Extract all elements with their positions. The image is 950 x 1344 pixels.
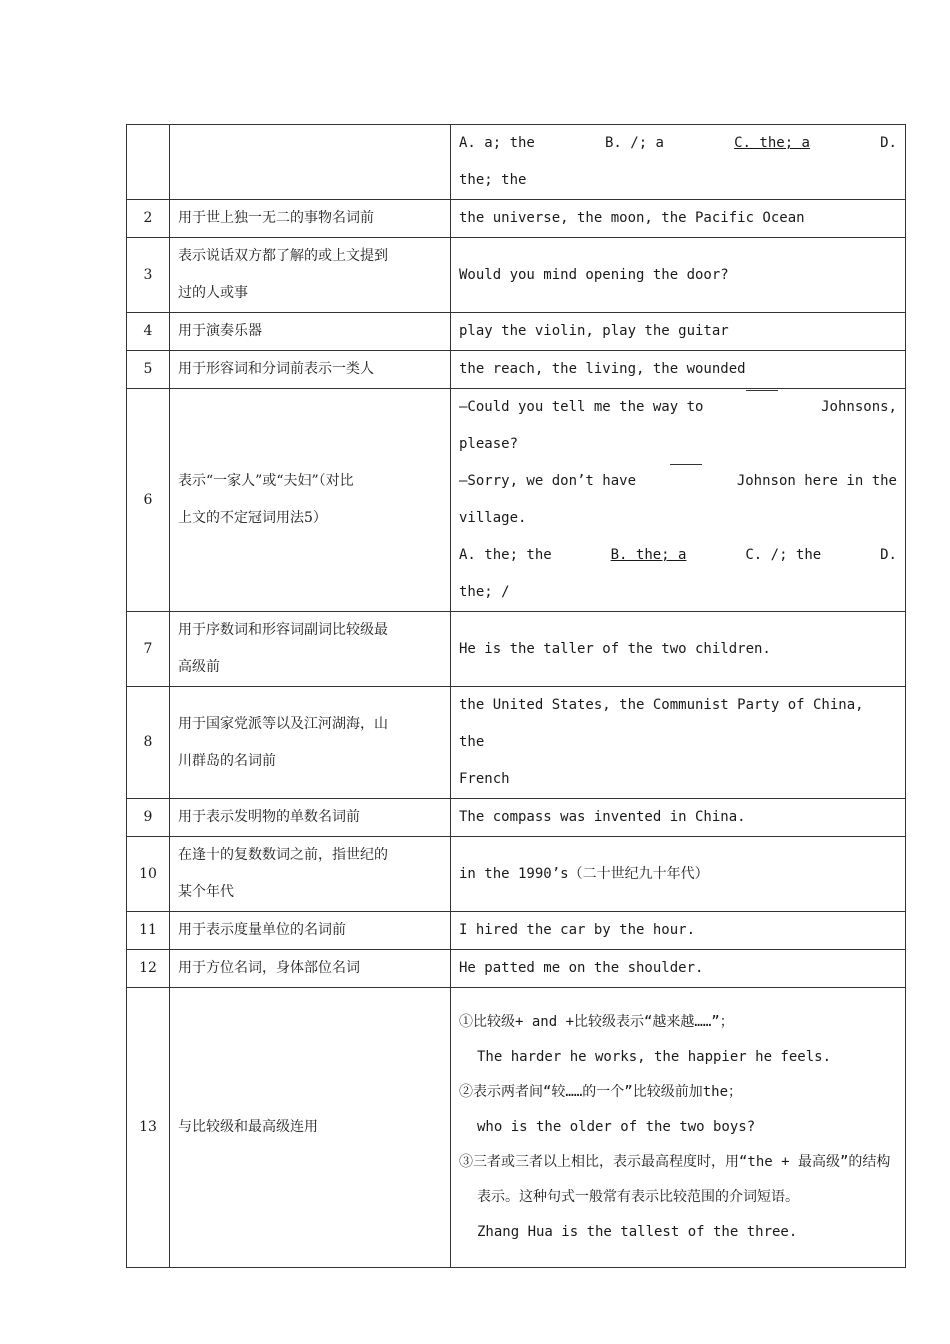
row-number: 11 <box>127 912 170 950</box>
example-cell <box>451 125 906 200</box>
usage-cell: 与比较级和最高级连用 <box>170 988 451 1268</box>
table-row <box>127 687 906 799</box>
table-row <box>127 988 906 1268</box>
example-cell: I hired the car by the hour. <box>451 912 906 950</box>
answer-blank <box>670 463 702 465</box>
option-d: D. <box>880 135 897 151</box>
question-text: village. <box>459 510 527 526</box>
example-cell: the universe, the moon, the Pacific Ocean <box>451 200 906 238</box>
usage-cell <box>170 238 451 313</box>
table-row <box>127 912 906 950</box>
row-number: 9 <box>127 799 170 837</box>
usage-line: 过的人或事 <box>178 285 248 301</box>
option-b: B. /; a <box>604 135 664 151</box>
question-text: Johnson here in the <box>736 473 897 489</box>
usage-cell: 用于表示度量单位的名词前 <box>170 912 451 950</box>
rule-text: ②表示两者间“较……的一个”比较级前加the； <box>459 1084 742 1100</box>
usage-cell: 用于世上独一无二的事物名词前 <box>170 200 451 238</box>
usage-cell: 用于方位名词，身体部位名词 <box>170 950 451 988</box>
table-row <box>127 799 906 837</box>
table-row <box>127 200 906 238</box>
question-line <box>459 389 897 426</box>
usage-line: 在逢十的复数数词之前，指世纪的 <box>178 847 388 863</box>
rule-text: ①比较级+ and +比较级表示“越来越……”； <box>459 1014 734 1030</box>
row-number: 3 <box>127 238 170 313</box>
usage-cell <box>170 687 451 799</box>
usage-line: 上文的不定冠词用法5） <box>178 510 327 526</box>
usage-line: 用于国家党派等以及江河湖海，山 <box>178 715 388 732</box>
table-row <box>127 837 906 912</box>
example-cell: The compass was invented in China. <box>451 799 906 837</box>
table-row <box>127 612 906 687</box>
usage-cell <box>170 389 451 612</box>
option-a: A. the; the <box>459 547 552 563</box>
usage-cell <box>170 612 451 687</box>
row-number: 8 <box>127 687 170 799</box>
usage-line: 表示“一家人”或“夫妇”（对比 <box>178 473 354 489</box>
question-line <box>459 463 897 500</box>
example-line: French <box>459 771 510 787</box>
example-sentence: Zhang Hua is the tallest of the three. <box>477 1224 798 1240</box>
usage-line: 高级前 <box>178 659 220 675</box>
question-text: please? <box>459 436 519 452</box>
table-row <box>127 125 906 200</box>
usage-cell <box>170 125 451 200</box>
answer-options <box>459 537 897 574</box>
row-number: 7 <box>127 612 170 687</box>
usage-line: 表示说话双方都了解的或上文提到 <box>178 248 388 264</box>
example-cell: Would you mind opening the door? <box>451 238 906 313</box>
usage-line: 某个年代 <box>178 884 234 900</box>
table-row <box>127 950 906 988</box>
option-a: A. a; the <box>459 135 535 151</box>
example-cell: He is the taller of the two children. <box>451 612 906 687</box>
example-cell: play the violin, play the guitar <box>451 313 906 351</box>
table-row <box>127 389 906 612</box>
usage-line: 川群岛的名词前 <box>178 752 276 769</box>
row-number: 6 <box>127 389 170 612</box>
table-row <box>127 238 906 313</box>
usage-cell: 用于表示发明物的单数名词前 <box>170 799 451 837</box>
option-c-correct: C. the; a <box>734 135 810 151</box>
row-number: 4 <box>127 313 170 351</box>
table-row <box>127 313 906 351</box>
usage-cell: 用于形容词和分词前表示一类人 <box>170 351 451 389</box>
table-row <box>127 351 906 389</box>
rule-text: ③三者或三者以上相比，表示最高程度时，用“the + 最高级”的结构表示。这种句式一般常有表示比较范围的介词短语。 <box>459 1154 891 1205</box>
example-sentence: The harder he works, the happier he feels. <box>477 1049 832 1065</box>
row-number: 10 <box>127 837 170 912</box>
row-number: 5 <box>127 351 170 389</box>
example-sentence: who is the older of the two boys? <box>477 1119 756 1135</box>
option-c: C. /; the <box>745 547 822 563</box>
example-line: the United States, the Communist Party of China, the <box>459 697 864 750</box>
answer-blank <box>746 389 778 391</box>
row-number: 2 <box>127 200 170 238</box>
example-cell: in the 1990’s（二十世纪九十年代） <box>451 837 906 912</box>
row-number: 12 <box>127 950 170 988</box>
example-cell <box>451 988 906 1268</box>
option-b-correct: B. the; a <box>610 547 687 563</box>
grammar-table <box>126 124 906 1268</box>
row-number: 13 <box>127 988 170 1268</box>
usage-cell: 用于演奏乐器 <box>170 313 451 351</box>
question-text: Johnsons, <box>821 399 897 415</box>
usage-line: 用于序数词和形容词副词比较级最 <box>178 622 388 638</box>
answer-options <box>459 125 897 162</box>
option-d-text: the; / <box>459 584 510 600</box>
question-text: —Could you tell me the way to <box>459 399 704 415</box>
example-cell: the reach, the living, the wounded <box>451 351 906 389</box>
option-d-text: the; the <box>459 172 527 188</box>
example-cell <box>451 687 906 799</box>
example-cell <box>451 389 906 612</box>
usage-cell <box>170 837 451 912</box>
example-cell: He patted me on the shoulder. <box>451 950 906 988</box>
option-d: D. <box>880 547 897 563</box>
row-number <box>127 125 170 200</box>
question-text: —Sorry, we don’t have <box>459 473 637 489</box>
